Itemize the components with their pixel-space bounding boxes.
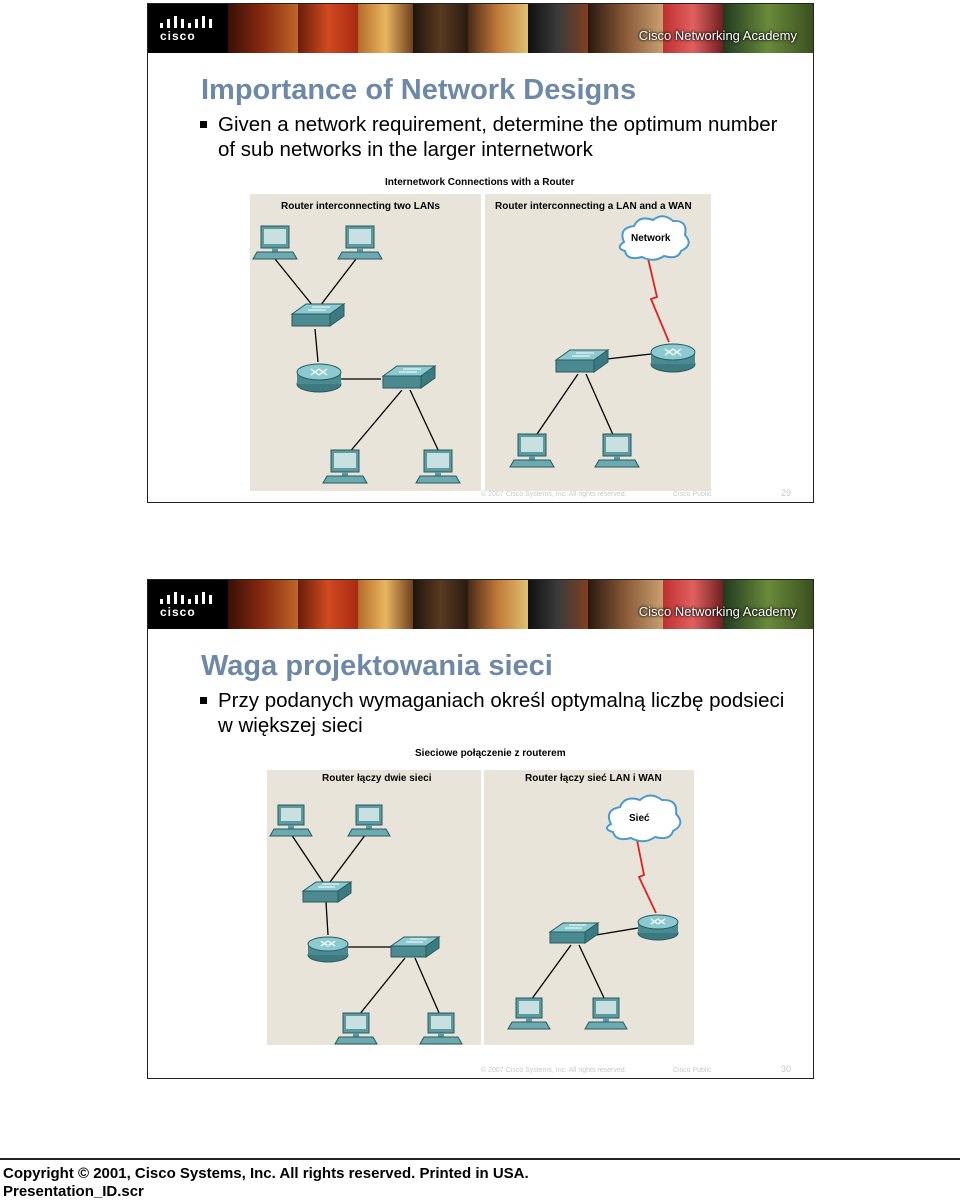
network-diagram xyxy=(148,580,813,1078)
switch-icon xyxy=(391,937,439,957)
right-panel-label: Router interconnecting a LAN and a WAN xyxy=(495,201,692,212)
router-icon xyxy=(638,915,678,940)
pc-icon xyxy=(323,450,367,483)
pc-icon xyxy=(335,1013,377,1044)
footer-copyright: © 2007 Cisco Systems, Inc. All rights reserved. xyxy=(481,491,627,498)
pc-icon xyxy=(348,805,390,836)
cloud-label: Network xyxy=(631,233,671,244)
page-copyright: Copyright © 2001, Cisco Systems, Inc. All rights reserved. Printed in USA. xyxy=(3,1165,529,1182)
serial-link-icon xyxy=(647,254,669,342)
pc-icon xyxy=(416,450,460,483)
router-icon xyxy=(297,364,341,392)
pc-icon xyxy=(585,998,627,1029)
bullet-text: Przy podanych wymaganiach określ optymalną liczbę podsieci w większej sieci xyxy=(218,689,785,737)
pc-icon xyxy=(510,434,554,467)
pc-icon xyxy=(270,805,312,836)
footer-classification: Cisco Public xyxy=(673,1067,712,1074)
footer-divider xyxy=(0,1158,960,1160)
pc-icon xyxy=(253,226,297,259)
pc-icon xyxy=(595,434,639,467)
academy-name: Cisco Networking Academy xyxy=(638,604,797,619)
router-icon xyxy=(651,344,695,372)
switch-icon xyxy=(556,350,608,372)
slide-29 xyxy=(147,3,814,503)
pc-icon xyxy=(420,1013,462,1044)
left-panel-label: Router interconnecting two LANs xyxy=(281,201,440,212)
academy-name: Cisco Networking Academy xyxy=(638,28,797,43)
slide-title: Waga projektowania sieci xyxy=(201,650,553,682)
slide-page-number: 30 xyxy=(780,1064,791,1074)
bullet-text: Given a network requirement, determine the optimum number of sub networks in the larger internetwork xyxy=(218,113,778,161)
footer-classification: Cisco Public xyxy=(673,491,712,498)
serial-link-icon xyxy=(636,835,656,913)
right-panel-label: Router łączy sieć LAN i WAN xyxy=(525,773,662,784)
slide-page-number: 29 xyxy=(780,488,791,498)
slide-title: Importance of Network Designs xyxy=(201,74,637,106)
figure-caption: Internetwork Connections with a Router xyxy=(385,177,575,188)
presentation-id: Presentation_ID.scr xyxy=(3,1183,144,1200)
cisco-logo-text: cisco xyxy=(160,605,196,619)
cloud-label: Sieć xyxy=(629,813,650,824)
router-icon xyxy=(308,937,348,962)
pc-icon xyxy=(338,226,382,259)
cisco-logo-text: cisco xyxy=(160,29,196,43)
switch-icon xyxy=(383,366,435,388)
page-footer xyxy=(3,1165,529,1201)
slide-30 xyxy=(147,579,814,1079)
switch-icon xyxy=(292,304,344,326)
switch-icon xyxy=(550,923,598,943)
pc-icon xyxy=(508,998,550,1029)
network-diagram xyxy=(148,4,813,502)
left-panel-label: Router łączy dwie sieci xyxy=(322,773,432,784)
switch-icon xyxy=(303,882,351,902)
footer-copyright: © 2007 Cisco Systems, Inc. All rights reserved. xyxy=(481,1067,627,1074)
figure-caption: Sieciowe połączenie z routerem xyxy=(415,748,566,759)
